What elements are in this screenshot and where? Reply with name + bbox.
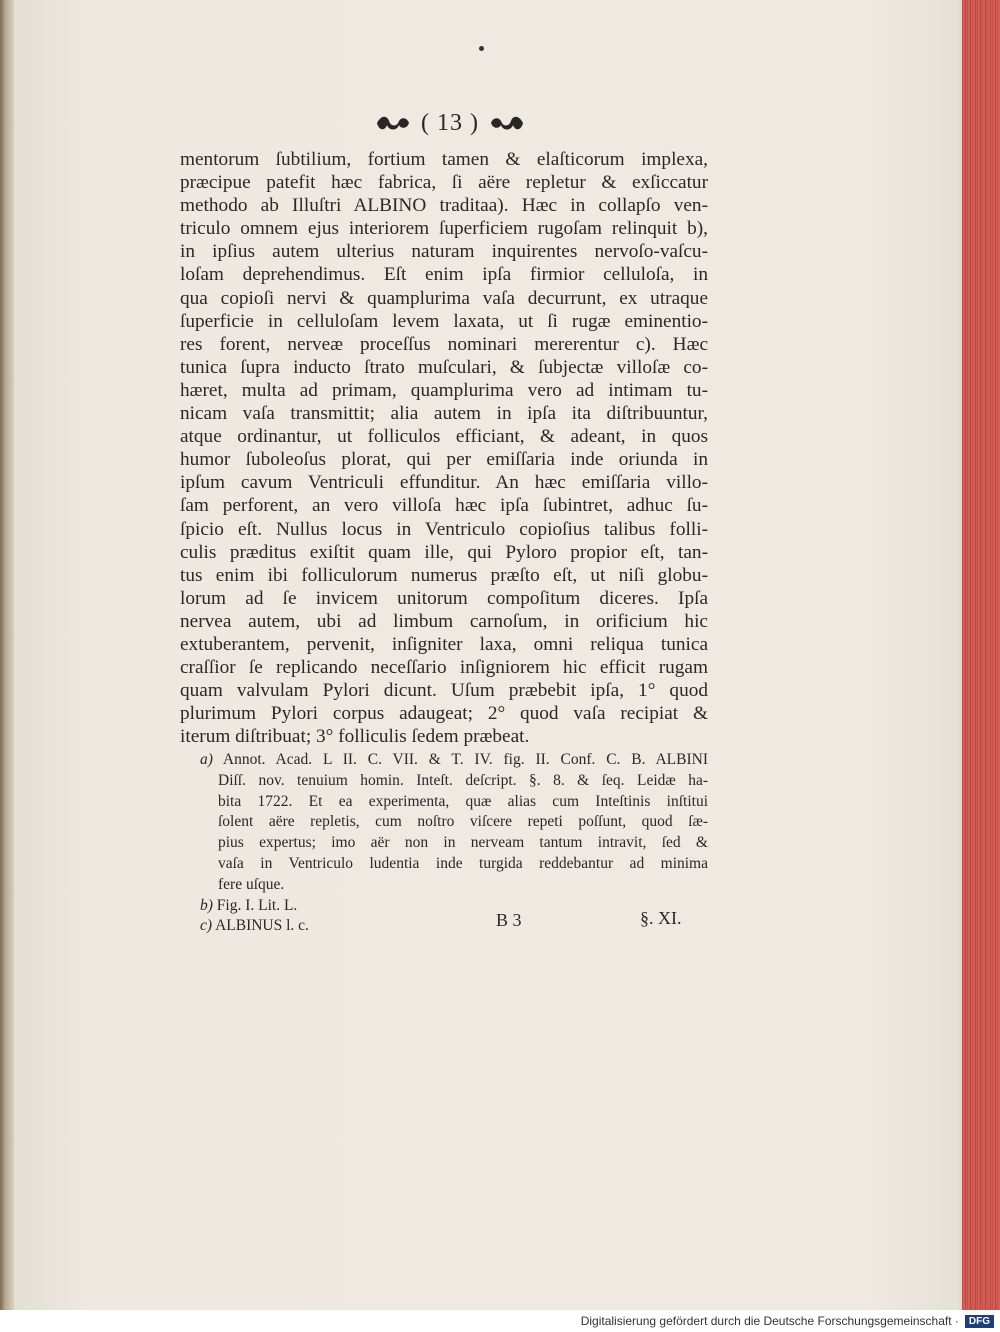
digitization-footer xyxy=(0,1310,1000,1332)
footnote-marker: c) xyxy=(200,917,213,935)
text-line: extuberantem, pervenit, inſigniter laxa, omni reliqua tunica xyxy=(180,633,708,655)
footnote-marker: a) xyxy=(200,751,213,768)
footnotes xyxy=(200,750,708,937)
text-line: ſam perforent, an vero villoſa hæc ipſa ſubintret, adhuc ſu- xyxy=(180,495,708,517)
footnote-a-line: bita 1722. Et ea experimenta, quæ alias cum Inteſtinis inſtitui xyxy=(218,792,708,810)
text-line: atque ordinantur, ut folliculos efficiant, & adeant, in quos xyxy=(180,426,708,448)
text-line: mentorum ſubtilium, fortium tamen & elaſticorum implexa, xyxy=(180,149,708,170)
footnote-a-line: fere uſque. xyxy=(218,875,285,893)
text-line: lorum ad ſe invicem unitorum compoſitum diceres. Ipſa xyxy=(180,587,708,609)
footer-credit: Digitalisierung gefördert durch die Deutsche Forschungsgemeinschaft · xyxy=(580,1314,959,1328)
running-header xyxy=(350,106,550,140)
text-line: tus enim ibi folliculorum numerus præſto eſt, ut niſi globu- xyxy=(180,564,708,586)
text-line: humor ſuboleoſus plorat, qui per emiſſaria inde oriunda in xyxy=(180,449,708,471)
catchword: §. XI. xyxy=(640,908,682,928)
page-mark-dot xyxy=(479,46,484,51)
text-line: quam valvulam Pylori dicunt. Uſum præbebit ipſa, 1° quod xyxy=(180,680,708,702)
text-line: culis præditus exiſtit quam ille, qui Pyloro propior eſt, tan- xyxy=(180,541,708,563)
footnote-b-line xyxy=(200,896,708,917)
text-line: ſpicio eſt. Nullus locus in Ventriculo copioſius talibus folli- xyxy=(180,518,708,540)
text-line: hæret, multa ad primam, quamplurima vero ad intimam tu- xyxy=(180,379,708,401)
page-number: ( 13 ) xyxy=(421,109,479,136)
book-left-edge xyxy=(0,0,14,1310)
footnote-a-line: Diſſ. nov. tenuium homin. Inteſt. deſcript. §. 8. & ſeq. Leidæ ha- xyxy=(218,771,708,789)
text-line: in ipſius autem ulterius naturam inquirentes nervoſo-vaſcu- xyxy=(180,241,708,263)
footnote-text: Annot. Acad. L II. C. VII. & T. IV. fig. II. Conf. C. B. ALBINI xyxy=(222,751,708,768)
text-line: nervea autem, ubi ad limbum carnoſum, in orificium hic xyxy=(180,610,708,632)
left-ornament-icon xyxy=(373,111,413,135)
text-line: methodo ab Illuſtri ALBINO traditaa). Hæc in collapſo ven- xyxy=(180,195,708,217)
main-text-block xyxy=(180,148,708,748)
footnote-text: Fig. I. Lit. L. xyxy=(216,896,298,914)
text-line: loſam deprehendimus. Eſt enim ipſa firmior celluloſa, in xyxy=(180,264,708,286)
text-line: qua copioſi nervi & quamplurima vaſa decurrunt, ex utraque xyxy=(180,287,708,309)
footnote-a-line: vaſa in Ventriculo ludentia inde turgida reddebantur ad minima xyxy=(218,854,708,872)
dfg-logo: DFG xyxy=(965,1315,994,1328)
footnote-c-line xyxy=(200,916,708,937)
text-line: tunica ſupra inducto ſtrato muſculari, & ſubjectæ villoſæ co- xyxy=(180,356,708,378)
footnote-a-line: pius expertus; imo aër non in nerveam tantum intravit, ſed & xyxy=(218,834,708,852)
text-line: res forent, nerveæ proceſſus nominari mererentur c). Hæc xyxy=(180,333,708,355)
book-red-edge xyxy=(962,0,1000,1310)
text-line: ipſum cavum Ventriculi effunditur. An hæc emiſſaria villo- xyxy=(180,472,708,494)
text-line: nicam vaſa transmittit; alia autem in ipſa ita diſtribuuntur, xyxy=(180,403,708,425)
text-line: iterum diſtribuat; 3° folliculis ſedem præbeat. xyxy=(180,726,530,748)
right-ornament-icon xyxy=(487,111,527,135)
signature-mark: B 3 xyxy=(496,910,522,930)
text-line: craſſior ſe replicando neceſſario inſigniorem hic efficit rugam xyxy=(180,657,708,679)
footnote-text: ALBINUS l. c. xyxy=(215,917,309,935)
text-line: præcipue patefit hæc fabrica, ſi aëre repletur & exſiccatur xyxy=(180,172,708,194)
text-line: plurimum Pylori corpus adaugeat; 2° quod vaſa recipiat & xyxy=(180,703,708,725)
footnote-marker: b) xyxy=(200,896,213,914)
text-line: triculo omnem ejus interiorem ſuperficiem rugoſam relinquit b), xyxy=(180,218,708,240)
text-line: ſuperficie in celluloſam levem laxata, ut ſi rugæ eminentio- xyxy=(180,310,708,332)
footnote-a-line xyxy=(200,750,708,771)
footnote-a-line: ſolent aëre repletis, cum noſtro viſcere repeti poſſunt, quod ſæ- xyxy=(218,813,708,831)
